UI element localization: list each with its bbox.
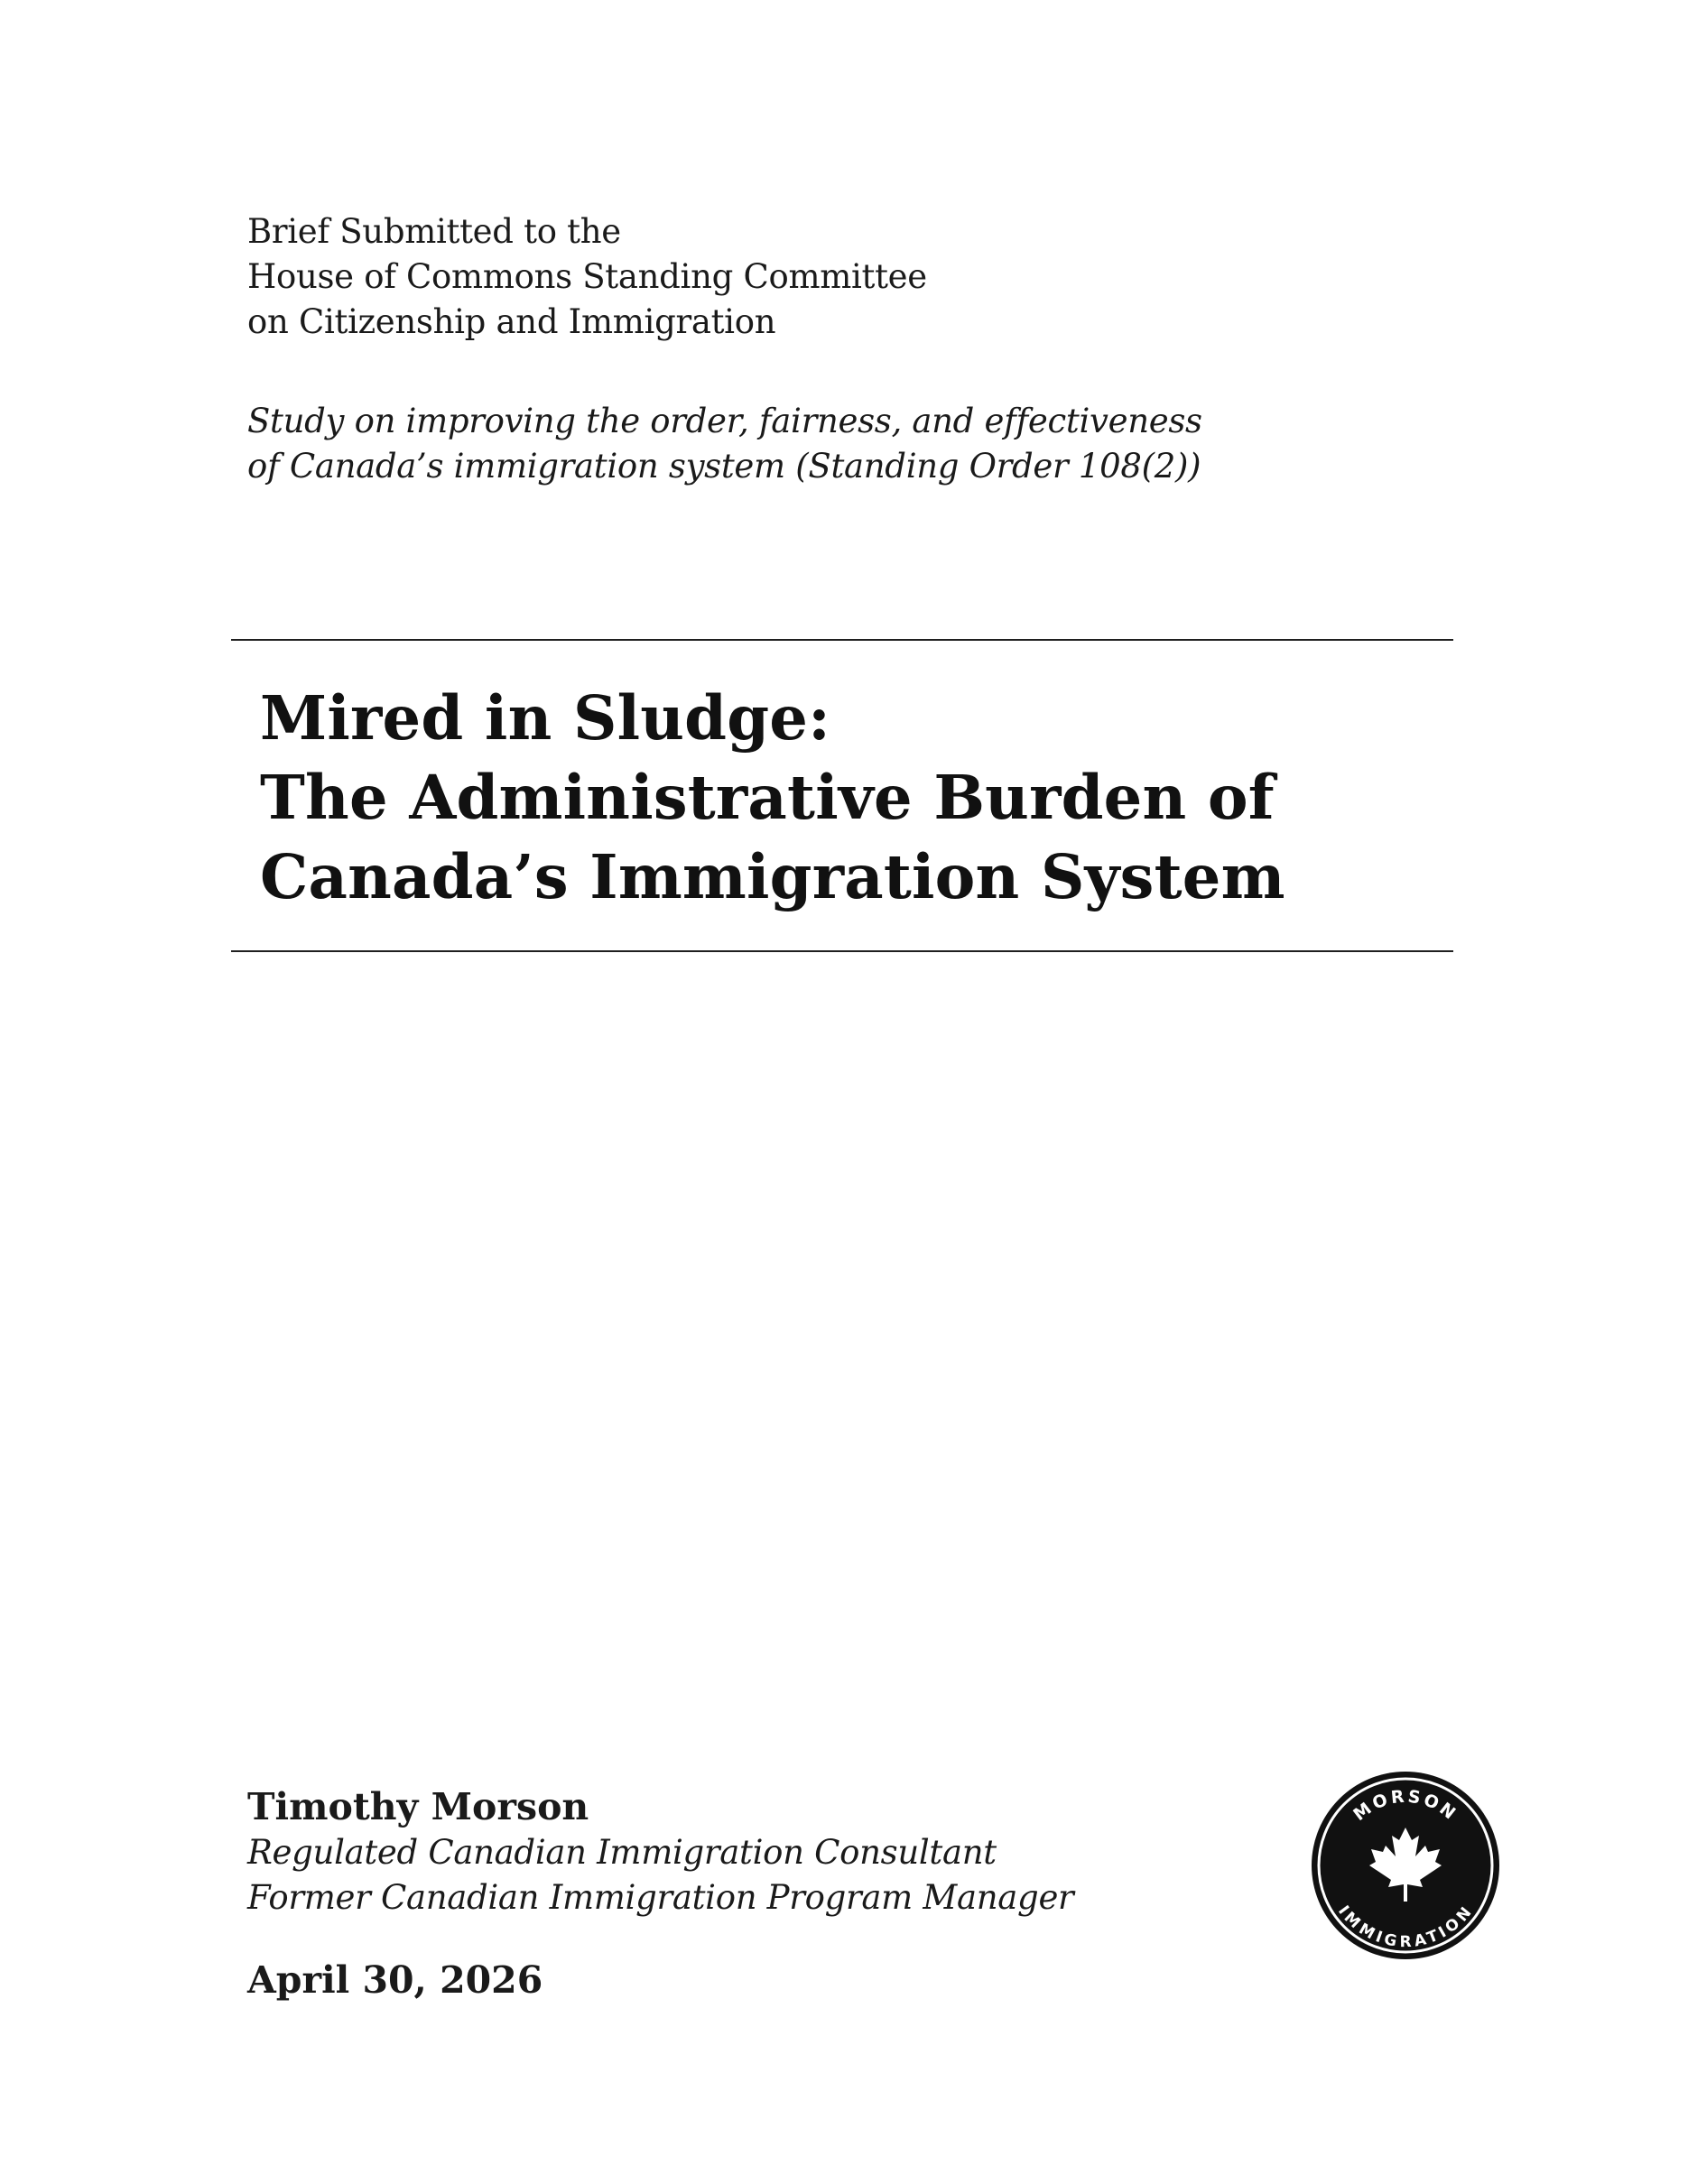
author-role: Former Canadian Immigration Program Manager — [247, 1878, 1074, 1917]
submission-line: House of Commons Standing Committee — [247, 257, 927, 296]
title-line: Canada’s Immigration System — [260, 841, 1285, 912]
author-role: Regulated Canadian Immigration Consultant — [247, 1833, 997, 1872]
author-block — [247, 1783, 1073, 1920]
logo-top-text: MORSON — [1349, 1786, 1461, 1826]
title-line: Mired in Sludge: — [260, 682, 831, 754]
logo-bottom-text: IMMIGRATION — [1334, 1902, 1477, 1952]
morson-immigration-logo — [1310, 1770, 1501, 1961]
study-line: of Canada’s immigration system (Standing Order 108(2)) — [247, 447, 1201, 486]
submission-line: Brief Submitted to the — [247, 212, 621, 251]
title-top-rule — [231, 639, 1453, 641]
submission-heading — [247, 209, 927, 345]
title-line: The Administrative Burden of — [260, 762, 1275, 833]
study-line: Study on improving the order, fairness, and effectiveness — [247, 402, 1202, 440]
document-title — [260, 679, 1285, 917]
document-date: April 30, 2026 — [247, 1958, 543, 2002]
title-bottom-rule — [231, 950, 1453, 952]
study-subtitle — [247, 399, 1202, 489]
author-name: Timothy Morson — [247, 1785, 589, 1828]
submission-line: on Citizenship and Immigration — [247, 302, 776, 341]
